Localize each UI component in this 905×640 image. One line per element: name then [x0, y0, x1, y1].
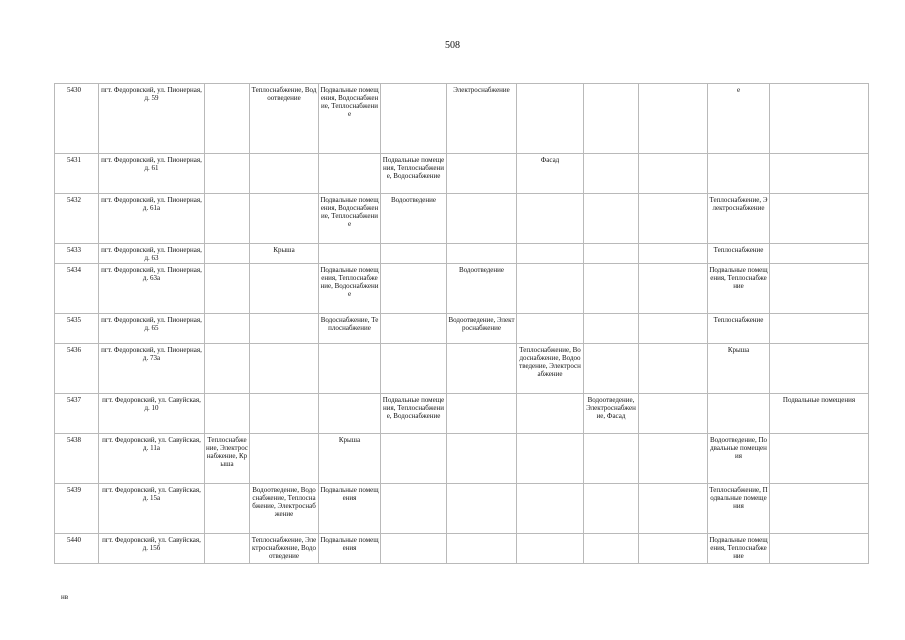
work-cell: [205, 264, 250, 314]
work-cell: [381, 534, 447, 564]
address-cell: пгт. Федоровский, ул. Савуйская, д. 15б: [99, 534, 205, 564]
address-cell: пгт. Федоровский, ул. Пионерная, д. 61а: [99, 194, 205, 244]
address-cell: пгт. Федоровский, ул. Савуйская, д. 11а: [99, 434, 205, 484]
work-cell: [319, 154, 381, 194]
address-cell: пгт. Федоровский, ул. Савуйская, д. 10: [99, 394, 205, 434]
work-cell: [639, 344, 708, 394]
work-cell: [447, 154, 517, 194]
work-cell: [381, 314, 447, 344]
work-cell: [639, 154, 708, 194]
work-cell: Крыша: [708, 344, 770, 394]
work-cell: [205, 394, 250, 434]
work-cell: [584, 244, 639, 264]
work-cell: Подвальные помещения, Теплоснабжение: [708, 264, 770, 314]
work-cell: [584, 344, 639, 394]
work-cell: [205, 84, 250, 154]
work-cell: [205, 484, 250, 534]
work-cell: [639, 244, 708, 264]
work-cell: [708, 154, 770, 194]
work-cell: [205, 344, 250, 394]
work-cell: [250, 194, 319, 244]
row-number: 5433: [55, 244, 99, 264]
work-cell: [447, 394, 517, 434]
work-cell: [381, 484, 447, 534]
work-cell: [381, 244, 447, 264]
work-cell: [381, 434, 447, 484]
work-cell: Подвальные помещения, Теплоснабжение, Водоснабжение: [319, 264, 381, 314]
work-cell: [639, 484, 708, 534]
table-row: [55, 394, 869, 434]
work-cell: [250, 434, 319, 484]
table-row: [55, 244, 869, 264]
work-cell: Подвальные помещения, Водоснабжение, Теплоснабжение: [319, 84, 381, 154]
table-body: [55, 84, 869, 564]
work-cell: [639, 194, 708, 244]
work-cell: [381, 264, 447, 314]
address-cell: пгт. Федоровский, ул. Савуйская, д. 15а: [99, 484, 205, 534]
work-cell: [517, 394, 584, 434]
work-cell: [381, 84, 447, 154]
address-cell: пгт. Федоровский, ул. Пионерная, д. 59: [99, 84, 205, 154]
work-cell: [639, 264, 708, 314]
work-cell: [319, 344, 381, 394]
table-row: [55, 314, 869, 344]
work-cell: [517, 264, 584, 314]
address-cell: пгт. Федоровский, ул. Пионерная, д. 61: [99, 154, 205, 194]
work-cell: [770, 484, 869, 534]
work-cell: [517, 84, 584, 154]
work-cell: Теплоснабжение, Электроснабжение: [708, 194, 770, 244]
row-number: 5440: [55, 534, 99, 564]
work-cell: Водоотведение: [447, 264, 517, 314]
work-cell: [770, 534, 869, 564]
work-cell: [250, 154, 319, 194]
work-cell: [381, 344, 447, 394]
work-cell: [639, 434, 708, 484]
work-cell: [250, 394, 319, 434]
work-cell: Фасад: [517, 154, 584, 194]
work-cell: [319, 394, 381, 434]
work-cell: [584, 434, 639, 484]
work-cell: [447, 344, 517, 394]
table-row: [55, 264, 869, 314]
row-number: 5430: [55, 84, 99, 154]
address-cell: пгт. Федоровский, ул. Пионерная, д. 65: [99, 314, 205, 344]
work-cell: [517, 434, 584, 484]
work-cell: [517, 484, 584, 534]
work-cell: [639, 314, 708, 344]
work-cell: [447, 484, 517, 534]
table-row: [55, 484, 869, 534]
work-cell: Подвальные помещения, Теплоснабжение, Водоснабжение: [381, 394, 447, 434]
work-cell: Водоотведение: [381, 194, 447, 244]
work-cell: е: [708, 84, 770, 154]
work-cell: [584, 264, 639, 314]
work-cell: [319, 244, 381, 264]
work-cell: [250, 314, 319, 344]
work-cell: Подвальные помещения, Теплоснабжение: [708, 534, 770, 564]
work-cell: [770, 84, 869, 154]
work-cell: Теплоснабжение: [708, 244, 770, 264]
work-cell: Подвальные помещения: [319, 484, 381, 534]
work-cell: Крыша: [250, 244, 319, 264]
work-cell: [205, 194, 250, 244]
row-number: 5438: [55, 434, 99, 484]
schedule-table: [54, 83, 869, 564]
work-cell: [770, 314, 869, 344]
work-cell: Теплоснабжение, Водоотведение: [250, 84, 319, 154]
work-cell: [770, 344, 869, 394]
work-cell: [770, 244, 869, 264]
work-cell: Теплоснабжение, Водоснабжение, Водоотведение, Электроснабжение: [517, 344, 584, 394]
table-row: [55, 84, 869, 154]
work-cell: Водоотведение, Электроснабжение, Фасад: [584, 394, 639, 434]
work-cell: [584, 84, 639, 154]
work-cell: Подвальные помещения, Теплоснабжение, Водоснабжение: [381, 154, 447, 194]
row-number: 5435: [55, 314, 99, 344]
work-cell: [447, 434, 517, 484]
work-cell: [205, 154, 250, 194]
work-cell: Подвальные помещения, Водоснабжение, Теплоснабжение: [319, 194, 381, 244]
table-row: [55, 154, 869, 194]
table-row: [55, 194, 869, 244]
address-cell: пгт. Федоровский, ул. Пионерная, д. 63а: [99, 264, 205, 314]
row-number: 5436: [55, 344, 99, 394]
work-cell: Теплоснабжение: [708, 314, 770, 344]
page-number: 508: [445, 40, 460, 51]
work-cell: [517, 534, 584, 564]
row-number: 5437: [55, 394, 99, 434]
work-cell: [639, 534, 708, 564]
row-number: 5439: [55, 484, 99, 534]
work-cell: [708, 394, 770, 434]
work-cell: Электроснабжение: [447, 84, 517, 154]
work-cell: Теплоснабжение, Электроснабжение, Водоотведение: [250, 534, 319, 564]
table-row: [55, 434, 869, 484]
row-number: 5431: [55, 154, 99, 194]
address-cell: пгт. Федоровский, ул. Пионерная, д. 73а: [99, 344, 205, 394]
row-number: 5434: [55, 264, 99, 314]
work-cell: [205, 244, 250, 264]
work-cell: [639, 394, 708, 434]
footer-mark: нв: [61, 593, 69, 601]
work-cell: [584, 194, 639, 244]
work-cell: [250, 344, 319, 394]
work-cell: [584, 534, 639, 564]
work-cell: [447, 534, 517, 564]
work-cell: [205, 314, 250, 344]
row-number: 5432: [55, 194, 99, 244]
work-cell: [584, 314, 639, 344]
work-cell: Теплоснабжение, Электроснабжение, Крыша: [205, 434, 250, 484]
work-cell: [584, 154, 639, 194]
work-cell: Крыша: [319, 434, 381, 484]
table-row: [55, 534, 869, 564]
work-cell: [770, 194, 869, 244]
work-cell: [770, 264, 869, 314]
work-cell: [517, 314, 584, 344]
work-cell: Водоотведение, Водоснабжение, Теплоснабжение, Электроснабжение: [250, 484, 319, 534]
work-cell: [250, 264, 319, 314]
work-cell: Теплоснабжение, Подвальные помещения: [708, 484, 770, 534]
work-cell: Водоотведение, Электроснабжение: [447, 314, 517, 344]
work-cell: [447, 194, 517, 244]
work-cell: [770, 154, 869, 194]
work-cell: Подвальные помещения: [770, 394, 869, 434]
table-row: [55, 344, 869, 394]
work-cell: [447, 244, 517, 264]
work-cell: [639, 84, 708, 154]
work-cell: Водоснабжение, Теплоснабжение: [319, 314, 381, 344]
work-cell: Водоотведение, Подвальные помещения: [708, 434, 770, 484]
work-cell: [205, 534, 250, 564]
work-cell: Подвальные помещения: [319, 534, 381, 564]
work-cell: [770, 434, 869, 484]
work-cell: [584, 484, 639, 534]
work-cell: [517, 194, 584, 244]
work-cell: [517, 244, 584, 264]
address-cell: пгт. Федоровский, ул. Пионерная, д. 63: [99, 244, 205, 264]
